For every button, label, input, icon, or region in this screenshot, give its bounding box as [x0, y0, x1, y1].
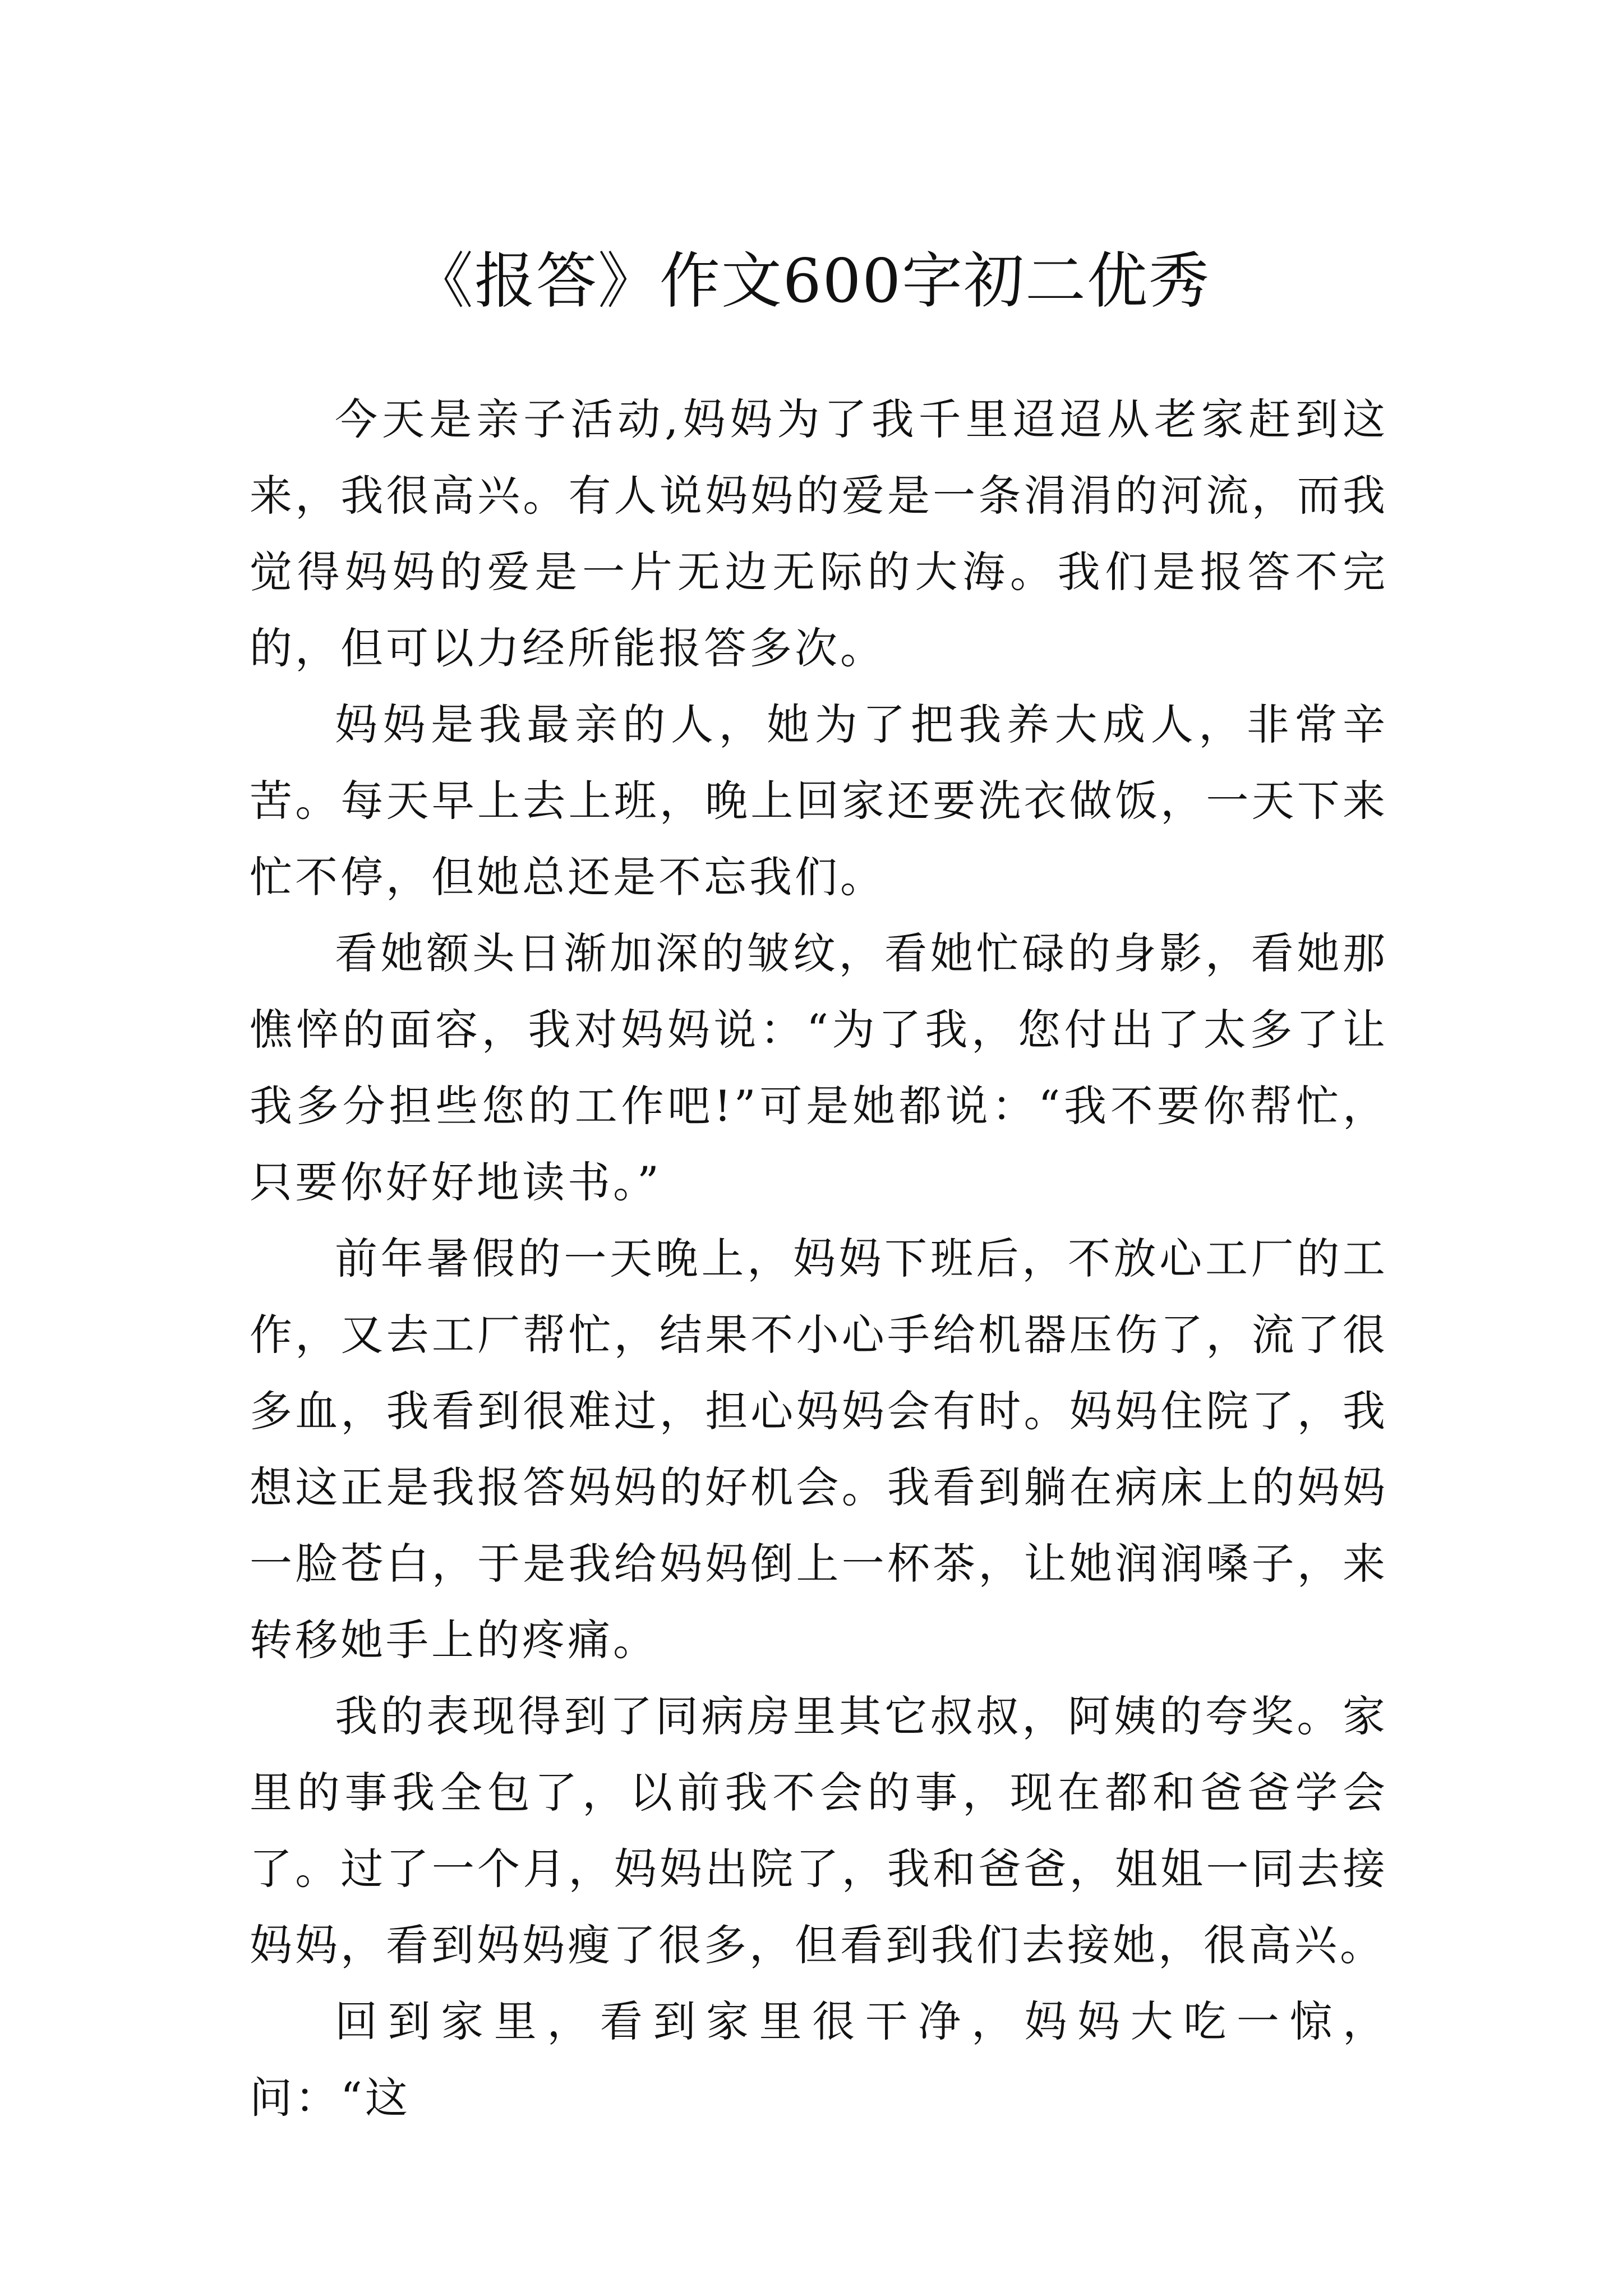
paragraph-3: 看她额头日渐加深的皱纹，看她忙碌的身影，看她那憔悴的面容，我对妈妈说：“为了我，您付出了太多了让我多分担些您的工作吧!”可是她都说：“我不要你帮忙，只要你好好地读书。” [250, 928, 1388, 1207]
paragraph-6: 回到家里，看到家里很干净，妈妈大吃一惊，问：“这 [250, 1996, 1388, 2123]
paragraph-1: 今天是亲子活动,妈妈为了我千里迢迢从老家赶到这来，我很高兴。有人说妈妈的爱是一条涓涓的河流，而我觉得妈妈的爱是一片无边无际的大海。我们是报答不完的，但可以力经所能报答多次。 [250, 394, 1388, 673]
paragraph-5: 我的表现得到了同病房里其它叔叔，阿姨的夸奖。家里的事我全包了，以前我不会的事，现在都和爸爸学会了。过了一个月，妈妈出院了，我和爸爸，姐姐一同去接妈妈，看到妈妈瘦了很多，但看到我们去接她，很高兴。 [250, 1691, 1388, 1970]
document-body [250, 381, 1388, 2136]
document-title: 《报答》作文600字初二优秀 [412, 246, 1211, 317]
paragraph-4: 前年暑假的一天晚上，妈妈下班后，不放心工厂的工作，又去工厂帮忙，结果不小心手给机器压伤了，流了很多血，我看到很难过，担心妈妈会有时。妈妈住院了，我想这正是我报答妈妈的好机会。我看到躺在病床上的妈妈一脸苍白，于是我给妈妈倒上一杯茶，让她润润嗓子，来转移她手上的疼痛。 [250, 1234, 1388, 1665]
paragraph-2: 妈妈是我最亲的人，她为了把我养大成人，非常辛苦。每天早上去上班，晚上回家还要洗衣做饭，一天下来忙不停，但她总还是不忘我们。 [250, 700, 1388, 902]
